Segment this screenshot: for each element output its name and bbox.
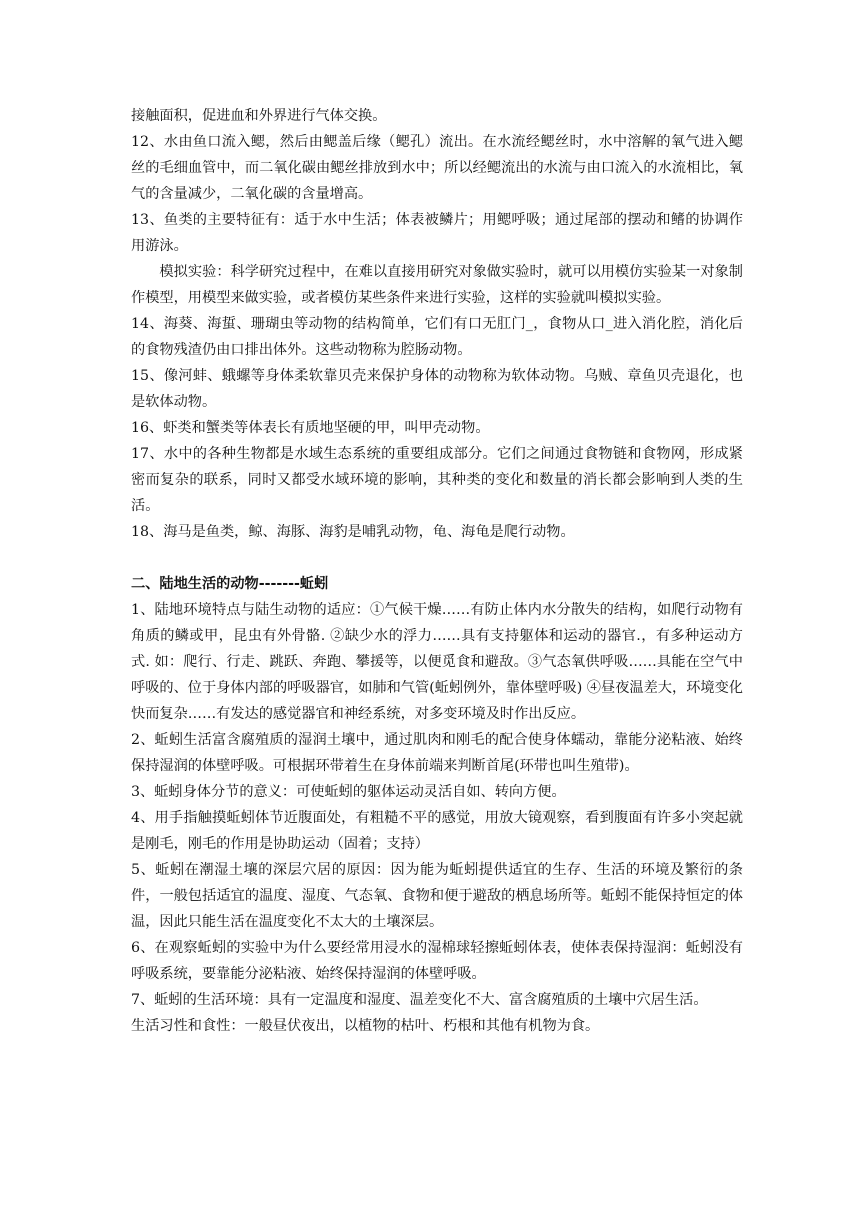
paragraph-14: 14、海葵、海蜇、珊瑚虫等动物的结构简单，它们有口无肛门_，食物从口_进入消化腔，消化后的食物残渣仍由口排出体外。这些动物称为腔肠动物。: [131, 316, 743, 358]
paragraph-land-2: 2、蚯蚓生活富含腐殖质的湿润土壤中，通过肌肉和刚毛的配合使身体蠕动，靠能分泌粘液、始终保持湿润的体壁呼吸。可根据环带着生在身体前端来判断首尾(环带也叫生殖带)。: [131, 732, 743, 774]
paragraph-13: 13、鱼类的主要特征有：适于水中生活；体表被鳞片；用鳃呼吸；通过尾部的摆动和鳍的协调作用游泳。: [131, 212, 743, 254]
paragraph-15: 15、像河蚌、蛾螺等身体柔软靠贝壳来保护身体的动物称为软体动物。乌贼、章鱼贝壳退化，也是软体动物。: [131, 368, 743, 410]
paragraph-16: 16、虾类和蟹类等体表长有质地坚硬的甲，叫甲壳动物。: [131, 420, 490, 436]
paragraph-land-1: 1、陆地环境特点与陆生动物的适应：①气候干燥……有防止体内水分散失的结构，如爬行动物有角质的鳞或甲，昆虫有外骨骼. ②缺少水的浮力……具有支持躯体和运动的器官.，有多种运动方式. 如：爬行、行走、跳跃、奔跑、攀援等，以便觅食和避敌。③气态氧供呼吸……具能在空气中呼吸的、位于身体内部的呼吸器官，如肺和气管(蚯蚓例外，靠体壁呼吸) ④昼夜温差大，环境变化快而复杂……有发达的感觉器官和神经系统，对多变环境及时作出反应。: [131, 602, 743, 722]
section-heading-land-animals: 二、陆地生活的动物-------蚯蚓: [131, 576, 329, 592]
paragraph-18: 18、海马是鱼类，鲸、海豚、海豹是哺乳动物，龟、海龟是爬行动物。: [131, 524, 575, 540]
paragraph-gill-surface-continued: 接触面积，促进血和外界进行气体交换。: [131, 108, 387, 124]
paragraph-land-7b: 生活习性和食性：一般昼伏夜出，以植物的枯叶、朽根和其他有机物为食。: [131, 1018, 600, 1034]
paragraph-17: 17、水中的各种生物都是水域生态系统的重要组成部分。它们之间通过食物链和食物网，形成紧密而复杂的联系，同时又都受水域环境的影响，其种类的变化和数量的消长都会影响到人类的生活。: [131, 446, 743, 514]
document-page: [131, 103, 743, 1039]
blank-line: [131, 545, 743, 571]
paragraph-land-7a: 7、蚯蚓的生活环境：具有一定温度和湿度、温差变化不大、富含腐殖质的土壤中穴居生活。: [131, 992, 708, 1008]
paragraph-land-4: 4、用手指触摸蚯蚓体节近腹面处，有粗糙不平的感觉，用放大镜观察，看到腹面有许多小突起就是刚毛，刚毛的作用是协助运动（固着；支持）: [131, 810, 743, 852]
paragraph-12: 12、水由鱼口流入鳃，然后由鳃盖后缘（鳃孔）流出。在水流经鳃丝时，水中溶解的氧气进入鳃丝的毛细血管中，而二氧化碳由鳃丝排放到水中；所以经鳃流出的水流与由口流入的水流相比，氧气的含量减少，二氧化碳的含量增高。: [131, 134, 743, 202]
paragraph-land-6: 6、在观察蚯蚓的实验中为什么要经常用浸水的湿棉球轻擦蚯蚓体表，使体表保持湿润：蚯蚓没有呼吸系统，要靠能分泌粘液、始终保持湿润的体壁呼吸。: [131, 940, 743, 982]
paragraph-simulation-experiment: 模拟实验：科学研究过程中，在难以直接用研究对象做实验时，就可以用模仿实验某一对象制作模型，用模型来做实验，或者模仿某些条件来进行实验，这样的实验就叫模拟实验。: [131, 264, 743, 306]
paragraph-land-3: 3、蚯蚓身体分节的意义：可使蚯蚓的躯体运动灵活自如、转向方便。: [131, 784, 566, 800]
paragraph-land-5: 5、蚯蚓在潮湿土壤的深层穴居的原因：因为能为蚯蚓提供适宜的生存、生活的环境及繁衍的条件，一般包括适宜的温度、湿度、气态氧、食物和便于避敌的栖息场所等。蚯蚓不能保持恒定的体温，因此只能生活在温度变化不太大的土壤深层。: [131, 862, 743, 930]
